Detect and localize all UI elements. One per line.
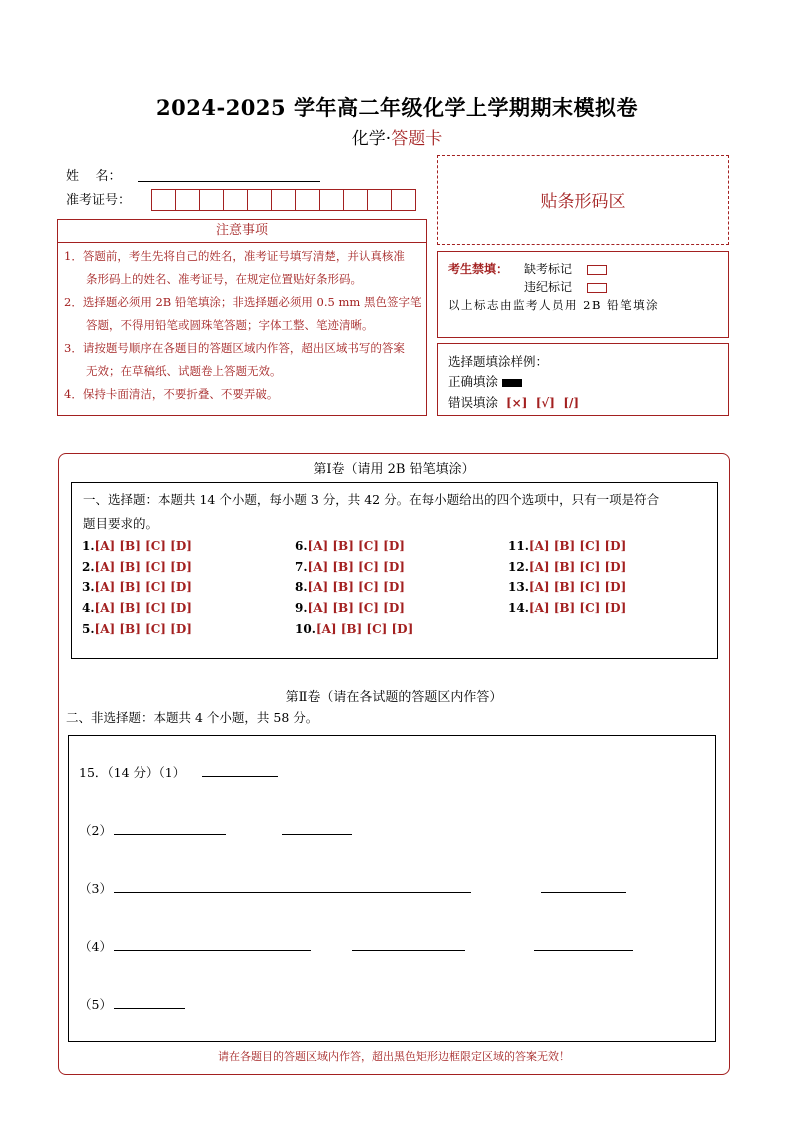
q15-4-blank-a[interactable]	[114, 950, 311, 951]
name-label: 姓 名：	[66, 169, 122, 184]
q15-4-label: （4）	[79, 939, 112, 954]
correct-fill-sample	[502, 379, 522, 387]
notice-header-box	[57, 219, 427, 243]
q15-3-blank-b[interactable]	[541, 892, 626, 893]
notice-item-text: 2．选择题必须用 2B 铅笔填涂；非选择题必须用 0.5 mm 黑色签字笔	[64, 295, 422, 309]
options[interactable]: [A] [B] [C] [D]	[94, 580, 192, 594]
options[interactable]: [A] [B] [C] [D]	[307, 560, 405, 574]
id-digit-box[interactable]	[223, 189, 247, 211]
violation-mark-box[interactable]	[587, 283, 607, 293]
part1-intro-line1: 一、选择题：本题共 14 个小题，每小题 3 分，共 42 分。在每小题给出的四个选项中，只有一项是符合	[83, 492, 660, 507]
q15-4-blank-b[interactable]	[352, 950, 465, 951]
subtitle-prefix: 化学·	[351, 129, 392, 149]
options[interactable]: [A] [B] [C] [D]	[94, 622, 192, 636]
mc-question-1[interactable]	[82, 539, 192, 553]
question-number: 2.	[82, 560, 95, 574]
notice-item-cont: 条形码上的姓名、准考证号，在规定位置贴好条形码。	[86, 272, 362, 286]
question-number: 8.	[295, 580, 308, 594]
question-number: 10.	[295, 622, 316, 636]
absent-mark-box[interactable]	[587, 265, 607, 275]
footer-warning: 请在各题目的答题区域内作答，超出黑色矩形边框限定区域的答案无效！	[218, 1050, 570, 1063]
q15-label: 15．（14 分）（1）	[79, 765, 186, 780]
mc-question-2[interactable]	[82, 560, 192, 574]
q15-2-blank-b[interactable]	[282, 834, 352, 835]
notice-heading: 注意事项	[215, 223, 268, 238]
options[interactable]: [A] [B] [C] [D]	[528, 539, 627, 553]
part2-title: 第Ⅱ卷（请在各试题的答题区内作答）	[285, 690, 503, 705]
id-digit-box[interactable]	[367, 189, 391, 211]
mc-question-9[interactable]	[295, 601, 405, 615]
mc-question-4[interactable]	[82, 601, 192, 615]
q15-3-label: （3）	[79, 881, 112, 896]
notice-item-text: 4．保持卡面清洁，不要折叠、不要弄破。	[64, 387, 279, 401]
options[interactable]: [A] [B] [C] [D]	[528, 580, 627, 594]
barcode-label: 贴条形码区	[540, 192, 626, 212]
barcode-area	[437, 155, 729, 245]
page-title: 2024-2025 学年高二年级化学上学期期末模拟卷	[156, 95, 638, 120]
options[interactable]: [A] [B] [C] [D]	[94, 601, 192, 615]
question-number: 14.	[508, 601, 529, 615]
q15-4-blank-c[interactable]	[534, 950, 633, 951]
options[interactable]: [A] [B] [C] [D]	[307, 580, 405, 594]
proctor-mark-box	[437, 251, 729, 338]
id-digit-box[interactable]	[295, 189, 319, 211]
notice-item	[64, 383, 426, 406]
question-number: 9.	[295, 601, 308, 615]
mc-question-8[interactable]	[295, 580, 405, 594]
q15-2-blank-a[interactable]	[114, 834, 226, 835]
page-subtitle	[0, 124, 794, 149]
part1-title: 第Ⅰ卷（请用 2B 铅笔填涂）	[313, 462, 475, 477]
part2-intro: 二、非选择题：本题共 4 个小题，共 58 分。	[66, 710, 319, 725]
absent-label: 缺考标记	[524, 262, 573, 276]
options[interactable]: [A] [B] [C] [D]	[307, 539, 405, 553]
mc-question-10[interactable]	[295, 622, 413, 636]
notice-item	[64, 291, 426, 337]
id-digit-box[interactable]	[343, 189, 367, 211]
question-number: 5.	[82, 622, 95, 636]
q15-5-blank[interactable]	[114, 1008, 185, 1009]
options[interactable]: [A] [B] [C] [D]	[528, 560, 627, 574]
notice-item-cont: 答题，不得用铅笔或圆珠笔答题；字体工整、笔迹清晰。	[86, 318, 374, 332]
part1-box	[71, 482, 718, 659]
id-label: 准考证号：	[66, 193, 132, 208]
notice-item-text: 1．答题前，考生先将自己的姓名，准考证号填写清楚，并认真核准	[64, 249, 405, 263]
id-number-boxes[interactable]	[151, 189, 416, 211]
question-number: 12.	[508, 560, 529, 574]
subtitle-suffix: 答题卡	[391, 129, 443, 149]
q15-3-blank-a[interactable]	[114, 892, 471, 893]
options[interactable]: [A] [B] [C] [D]	[315, 622, 414, 636]
mc-question-13[interactable]	[508, 580, 626, 594]
mc-question-11[interactable]	[508, 539, 626, 553]
mc-question-12[interactable]	[508, 560, 626, 574]
q15-1-blank[interactable]	[202, 776, 278, 777]
mc-question-5[interactable]	[82, 622, 192, 636]
question-number: 3.	[82, 580, 95, 594]
proctor-note: 以上标志由监考人员用 2B 铅笔填涂	[448, 298, 660, 312]
question-number: 7.	[295, 560, 308, 574]
id-digit-box[interactable]	[319, 189, 343, 211]
id-digit-box[interactable]	[271, 189, 295, 211]
mc-question-6[interactable]	[295, 539, 405, 553]
id-digit-box[interactable]	[391, 189, 416, 211]
options[interactable]: [A] [B] [C] [D]	[307, 601, 405, 615]
notice-item	[64, 245, 426, 291]
question-number: 6.	[295, 539, 308, 553]
question-number: 1.	[82, 539, 95, 553]
violation-label: 违纪标记	[524, 280, 573, 294]
id-digit-box[interactable]	[247, 189, 271, 211]
id-digit-box[interactable]	[175, 189, 199, 211]
q15-answer-box	[68, 735, 716, 1042]
options[interactable]: [A] [B] [C] [D]	[94, 560, 192, 574]
forbid-label: 考生禁填：	[448, 262, 509, 276]
id-digit-box[interactable]	[151, 189, 175, 211]
wrong-fill-samples: [×] [√] [/]	[505, 396, 580, 410]
fill-example-heading: 选择题填涂样例：	[448, 354, 549, 369]
question-number: 4.	[82, 601, 95, 615]
notice-box	[57, 242, 427, 416]
mc-question-14[interactable]	[508, 601, 626, 615]
part1-intro-line2: 题目要求的。	[83, 516, 159, 531]
notice-item	[64, 337, 426, 383]
wrong-fill-label: 错误填涂	[448, 395, 499, 410]
name-field[interactable]	[138, 181, 320, 182]
mc-question-3[interactable]	[82, 580, 192, 594]
question-number: 13.	[508, 580, 529, 594]
notice-item-cont: 无效；在草稿纸、试题卷上答题无效。	[86, 364, 282, 378]
notice-item-text: 3．请按题号顺序在各题目的答题区域内作答，超出区域书写的答案	[64, 341, 405, 355]
correct-fill-label: 正确填涂	[448, 374, 499, 389]
fill-example-box	[437, 343, 729, 416]
q15-5-label: （5）	[79, 997, 112, 1012]
question-number: 11.	[508, 539, 529, 553]
options[interactable]: [A] [B] [C] [D]	[94, 539, 192, 553]
q15-2-label: （2）	[79, 823, 112, 838]
mc-question-7[interactable]	[295, 560, 405, 574]
options[interactable]: [A] [B] [C] [D]	[528, 601, 627, 615]
id-digit-box[interactable]	[199, 189, 223, 211]
